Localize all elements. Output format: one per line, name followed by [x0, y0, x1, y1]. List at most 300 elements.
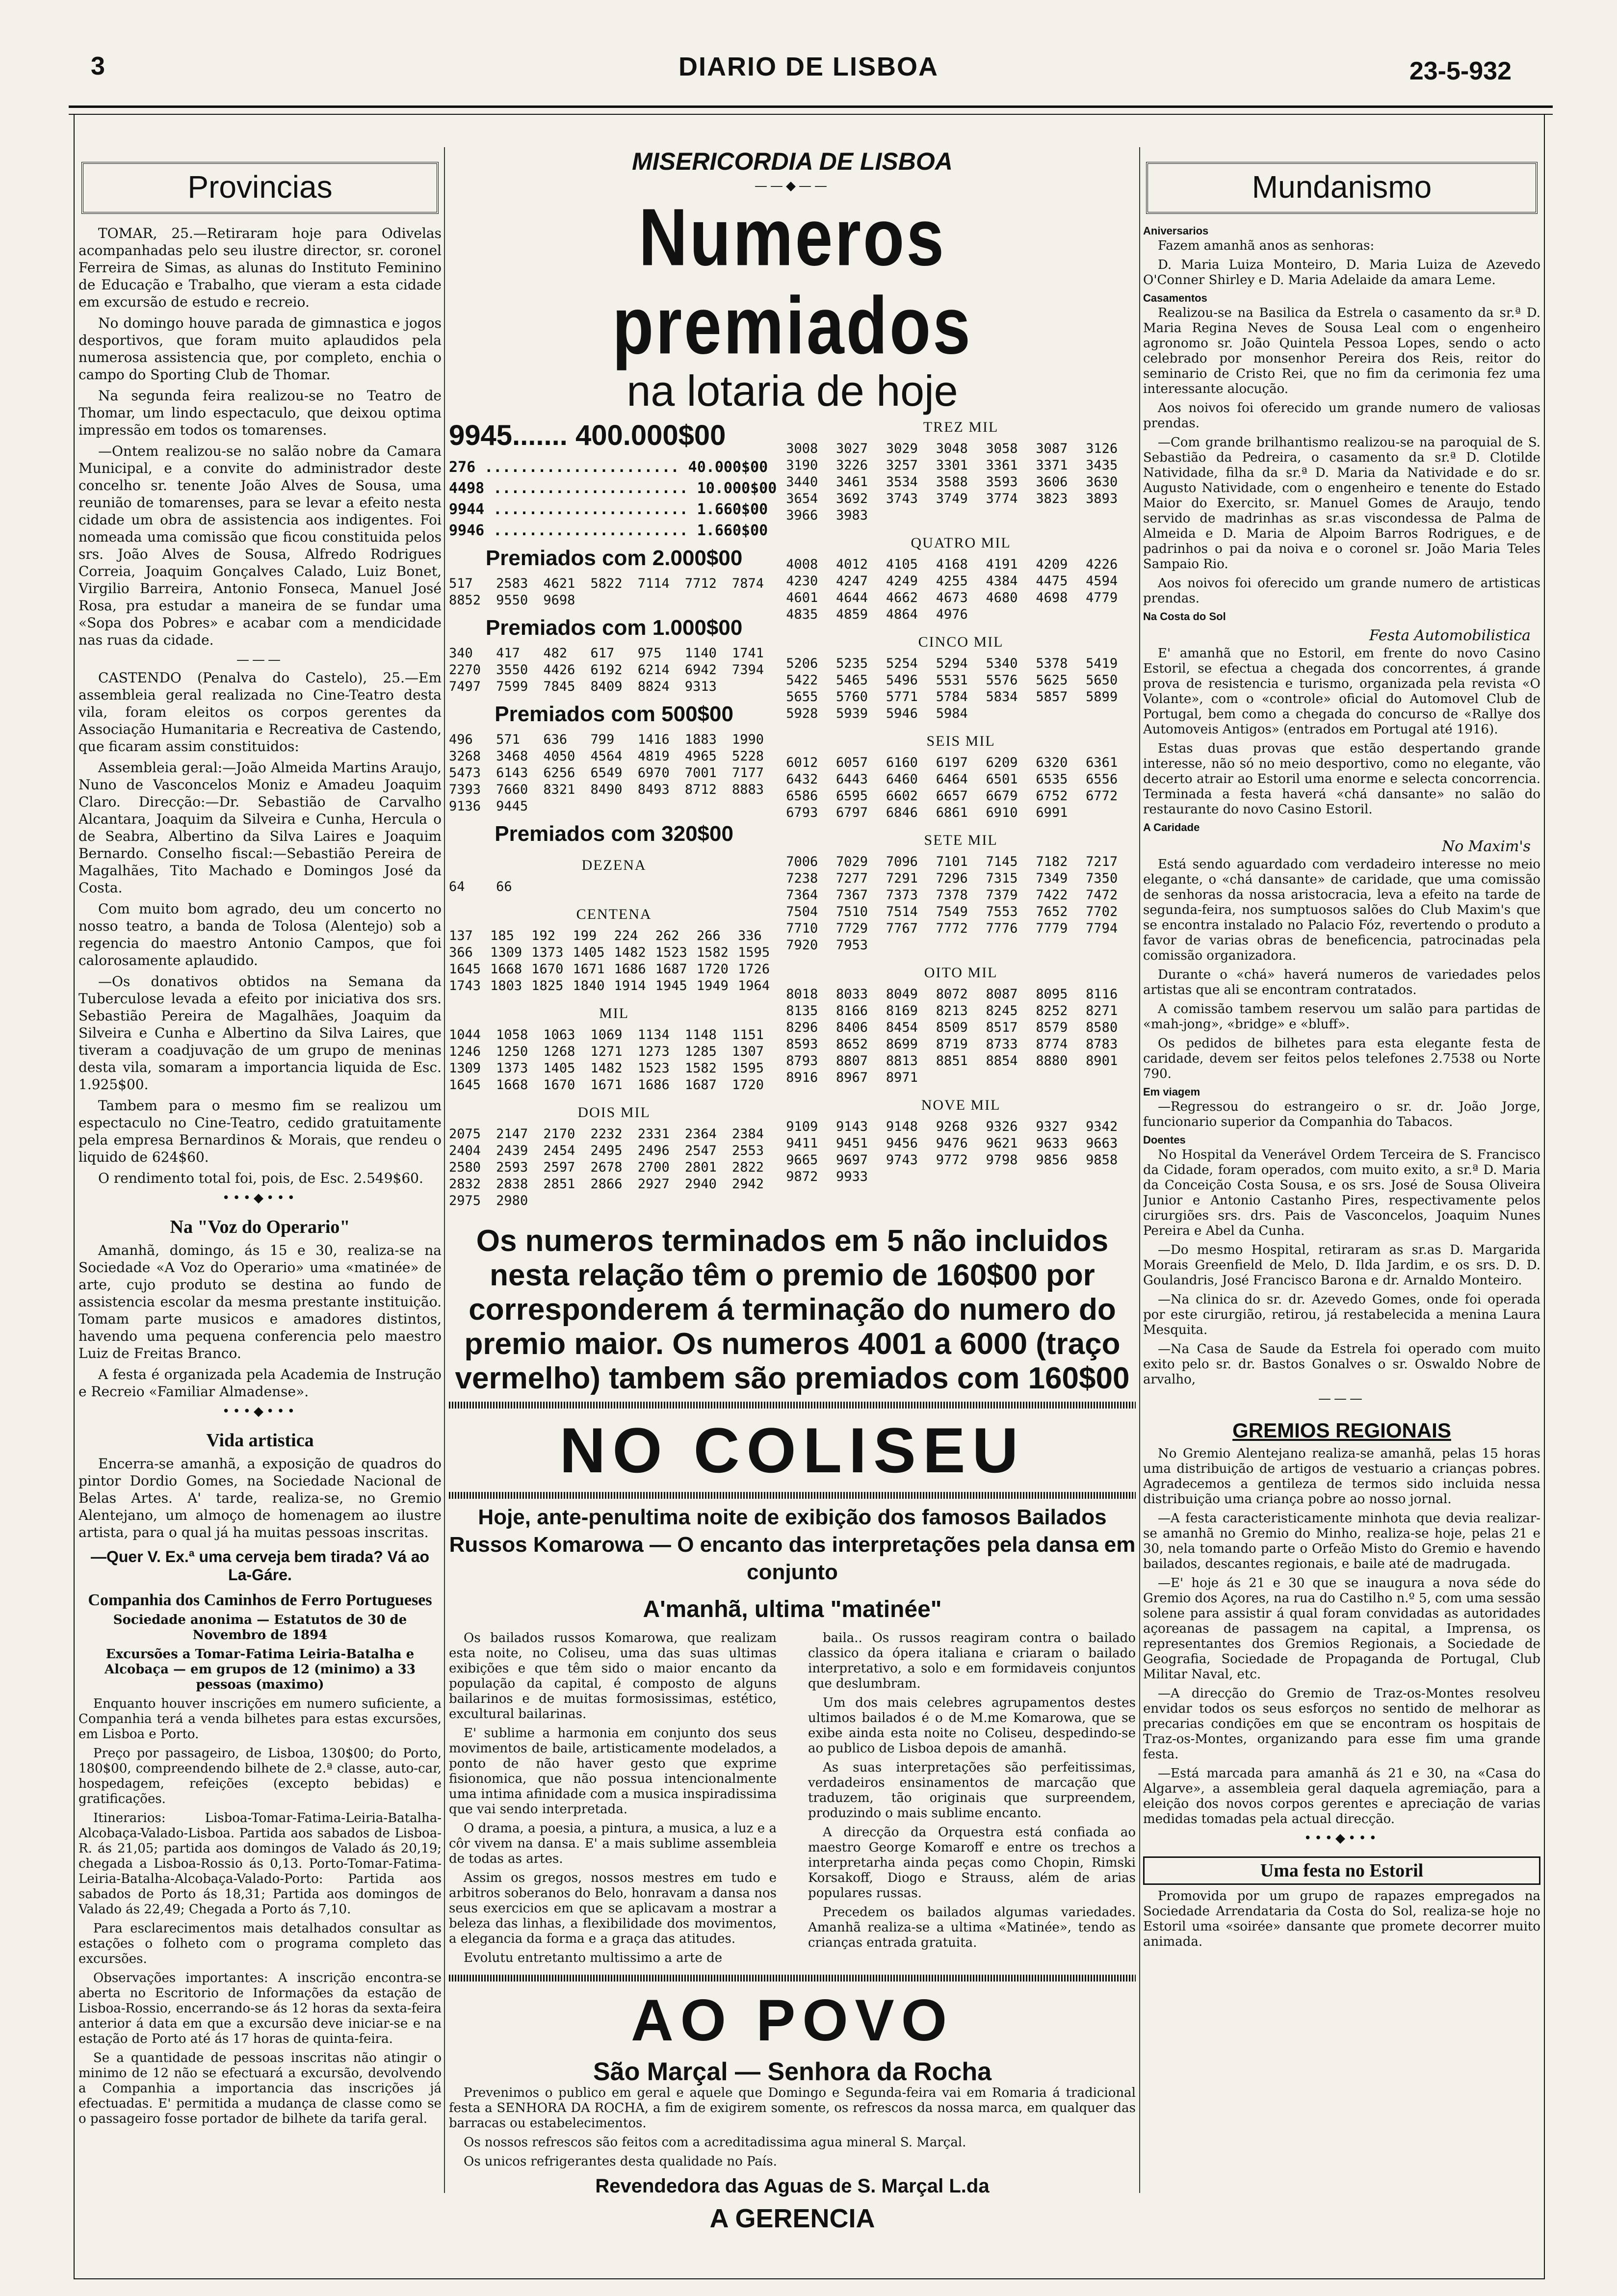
prize-number: 8135: [786, 1003, 818, 1018]
prize-number: 7472: [1086, 887, 1118, 903]
prize-number: 1840: [573, 978, 605, 993]
dois-numbers: [449, 1126, 779, 1209]
viagem-heading: Em viagem: [1143, 1086, 1200, 1098]
prize-number: 2832: [449, 1176, 481, 1192]
prize-number: 4226: [1086, 557, 1118, 572]
prize-number: 8490: [590, 782, 623, 797]
prize-number: 6535: [1036, 772, 1068, 787]
seis-numbers: [786, 755, 1136, 821]
prize-number: 4859: [836, 607, 868, 622]
paragraph: Aos noivos foi oferecido um grande numero de valiosas prendas.: [1143, 401, 1540, 431]
lotaria-right: [779, 419, 1136, 1209]
prize-number: 5340: [986, 656, 1018, 671]
separator: •••◆•••: [222, 1404, 298, 1419]
prize-number: 340: [449, 646, 473, 661]
prize-number: 4779: [1086, 590, 1118, 605]
prize-number: 1246: [449, 1044, 481, 1059]
prize-number: 4168: [936, 557, 968, 572]
prize-number: 1670: [531, 962, 564, 977]
prize-number: 6679: [986, 788, 1018, 804]
prize-number: 6772: [1086, 788, 1118, 804]
prize-number: 3966: [786, 508, 818, 523]
prize-number: 3749: [936, 491, 968, 506]
separator: •••◆•••: [1304, 1831, 1380, 1846]
prize-number: 6143: [496, 765, 528, 781]
paragraph: Aos noivos foi oferecido um grande numero de artisticas prendas.: [1143, 576, 1540, 606]
paragraph: Estas duas provas que estão despertando grande interesse, não só no meio desportivo, como no elegante, vão decerto atrair ao Estoril uma enorme e selecta concorrencia. Terminada a festa haverá «chá dansante» no salão do restaurante do novo Casino Estoril.: [1143, 741, 1540, 817]
lotaria-grid: [449, 419, 1136, 1209]
prize-number: 2927: [637, 1176, 670, 1192]
prize-number: 6991: [1036, 805, 1068, 820]
paragraph: Encerra-se amanhã, a exposição de quadros do pintor Dordio Gomes, na Sociedade Nacional de Belas Artes. A' tarde, realiza-se, no Gremio Alentejano, um almoço de homenagem ao ilustre artista, para o qual já ha muitas pessoas inscritas.: [78, 1456, 442, 1540]
paragraph: Na segunda feira realizou-se no Teatro de Thomar, um lindo espectaculo, que deixou optima impressão em todos os tomarenses.: [78, 388, 442, 438]
paragraph: Evolutu entretanto multissimo a arte de: [464, 1951, 723, 1965]
prize-number: 3361: [986, 458, 1018, 473]
prize-number: 2942: [732, 1176, 764, 1192]
prize-number: 6797: [836, 805, 868, 820]
prize-number: 1285: [684, 1044, 717, 1059]
prize-row: [449, 459, 779, 476]
prize-number: 3440: [786, 474, 818, 490]
top-prize: [449, 419, 779, 452]
paragraph: Observações importantes: A inscrição encontra-se aberta no Escritorio de Informações da estação de Lisboa-Rossio, encerrando-se ás 12 horas da sexta-feira anterior á data em que a excursão deve iniciar-se e na estação de Porto até ás 17 horas de quinta-feira.: [78, 1971, 442, 2046]
paragraph: Assembleia geral:—João Almeida Martins Araujo, Nuno de Vasconcelos Moniz e Amadeu Joaquim Claro. Direcção:—Dr. Sebastião de Carvalho Alcantara, Joaquim da Silveira e Cunha, Hercula o de Seabra, Albertino da Silva Laires e Joaquim Bernardo. Conselho fiscal:—Sebastião Pereira de Magalhães, Tito Machado e Domingos José da Costa.: [78, 759, 442, 896]
column-divider-left: [444, 147, 445, 2193]
caridade-heading: A Caridade: [1143, 821, 1200, 834]
prize-number: 2940: [684, 1176, 717, 1192]
lotaria-headline: Numeros premiados: [612, 192, 972, 371]
prize-number: 6460: [886, 772, 918, 787]
prize-number: 8049: [886, 987, 918, 1002]
paragraph: Precedem os bailados algumas variedades. Amanhã realiza-se a ultima «Matinée», tendo as crianças entrada gratuita.: [808, 1905, 1136, 1950]
prize-row-number: 276: [449, 459, 476, 476]
prize-number: 2439: [496, 1143, 528, 1158]
prize-number: 2454: [543, 1143, 575, 1158]
prize-number: 3371: [1036, 458, 1068, 473]
quatro-heading: QUATRO MIL: [911, 535, 1011, 551]
prize-number: 8854: [986, 1053, 1018, 1069]
prize-number: 6501: [986, 772, 1018, 787]
prize-number: 9143: [836, 1119, 868, 1134]
prize-number: 8116: [1086, 987, 1118, 1002]
paragraph: Assim os gregos, nossos mestres em tudo e arbitros soberanos do Belo, honravam a dansa nos seus exercicios em que se aplicavam a mostrar a beleza das linhas, a flexibilidade dos movimentos, a elegancia da forma e a graça das atitudes.: [449, 1871, 777, 1946]
paragraph: Enquanto houver inscrições em numero suficiente, a Companhia terá a venda bilhetes para estas excursões, em Lisboa e Porto.: [78, 1696, 442, 1742]
prize-number: 7315: [986, 871, 1018, 886]
prize-number: 3534: [886, 474, 918, 490]
prize-number: 5419: [1086, 656, 1118, 671]
prize-number: 2495: [590, 1143, 623, 1158]
prize-number: 9772: [936, 1152, 968, 1168]
prize-number: 4209: [1036, 557, 1068, 572]
prize-number: 1416: [637, 732, 670, 747]
prize-number: 5422: [786, 673, 818, 688]
prize-number: 5899: [1086, 689, 1118, 704]
p2000-numbers: [449, 575, 779, 609]
prize-number: 5857: [1036, 689, 1068, 704]
prize-number: 8213: [936, 1003, 968, 1018]
prize-number: 1743: [449, 978, 481, 993]
prize-number: 8095: [1036, 987, 1068, 1002]
prize-number: 1523: [655, 945, 687, 960]
prize-number: 3257: [886, 458, 918, 473]
prize-number: 4050: [543, 749, 575, 764]
masthead: [0, 0, 1617, 103]
prize-number: 9663: [1086, 1136, 1118, 1151]
prize-number: 2678: [590, 1160, 623, 1175]
paragraph: —A festa caracteristicamente minhota que devia realizar-se amanhã no Gremio do Minho, realiza-se hoje, pelas 21 e 30, nela tomando parte o Orfeão Misto do Gremio e havendo bailados, descantes regionais, e baile até de madrugada.: [1143, 1511, 1540, 1571]
prize-number: 6256: [543, 765, 575, 781]
cerveja-ad: —Quer V. Ex.ª uma cerveja bem tirada? Vá ao La-Gáre.: [90, 1548, 430, 1584]
lotaria-subhead: na lotaria de hoje: [626, 366, 958, 415]
prize-number: 9743: [886, 1152, 918, 1168]
prize-number: 1645: [449, 962, 481, 977]
paragraph: Os pedidos de bilhetes para esta elegante festa de caridade, devem ser feitos pelos telefones 2.7538 ou Norte 790.: [1143, 1036, 1540, 1081]
prize-number: 8072: [936, 987, 968, 1002]
prize-row-value: 1.660$00: [697, 522, 768, 539]
prize-number: 7296: [936, 871, 968, 886]
doentes-heading: Doentes: [1143, 1134, 1186, 1146]
coliseu-right: [808, 1631, 1136, 1970]
prize-number: 1687: [684, 1077, 717, 1093]
prize-row-leader: ......................: [484, 522, 697, 539]
gremios-heading: GREMIOS REGIONAIS: [1232, 1419, 1451, 1442]
prize-number: 8321: [543, 782, 575, 797]
prize-number: 1726: [738, 962, 770, 977]
prize-number: 5378: [1036, 656, 1068, 671]
prize-number: 1945: [655, 978, 687, 993]
prize-number: 5235: [836, 656, 868, 671]
prize-number: 7373: [886, 887, 918, 903]
prize-number: 5650: [1086, 673, 1118, 688]
prize-number: 7772: [936, 921, 968, 936]
prize-number: 8901: [1086, 1053, 1118, 1069]
prize-row-leader: ......................: [484, 480, 697, 497]
paragraph: D. Maria Luiza Monteiro, D. Maria Luiza de Azevedo O'Conner Shirley e D. Maria Adelaide da amara Leme.: [1143, 258, 1540, 287]
coliseu-left: [449, 1631, 777, 1970]
prize-number: 1044: [449, 1027, 481, 1043]
prize-number: 1151: [732, 1027, 764, 1043]
prize-number: 7006: [786, 854, 818, 869]
provincias-heading: Provincias: [81, 162, 439, 214]
prize-number: 8509: [936, 1020, 968, 1035]
newspaper-title: DIARIO DE LISBOA: [678, 52, 939, 81]
aniversarios-article: [1143, 238, 1540, 288]
prize-number: 5834: [986, 689, 1018, 704]
prize-number: 1990: [732, 732, 764, 747]
prize-number: 4594: [1086, 574, 1118, 589]
prize-number: 7712: [684, 576, 717, 591]
prize-number: 6197: [936, 755, 968, 770]
column-mundanismo: [1143, 162, 1540, 2267]
prize-number: 1069: [590, 1027, 623, 1043]
vida-heading: Vida artistica: [206, 1430, 314, 1451]
prize-number: 3774: [986, 491, 1018, 506]
prize-number: 3226: [836, 458, 868, 473]
prize-number: 185: [490, 928, 514, 943]
prize-number: 5822: [590, 576, 623, 591]
prize-number: 6910: [986, 805, 1018, 820]
estoril-heading: Uma festa no Estoril: [1143, 1856, 1540, 1885]
prize-number: 2496: [637, 1143, 670, 1158]
prize-number: 7145: [986, 854, 1018, 869]
prize-number: 8652: [836, 1037, 868, 1052]
prize-number: 6214: [637, 662, 670, 678]
prize-number: 8493: [637, 782, 670, 797]
prize-number: 5655: [786, 689, 818, 704]
prize-number: 7599: [496, 679, 528, 694]
separator: ———: [236, 652, 284, 667]
prize-number: 9411: [786, 1136, 818, 1151]
prize-number: 3606: [1036, 474, 1068, 490]
p500-numbers: [449, 731, 779, 815]
mundanismo-heading: Mundanismo: [1146, 162, 1538, 214]
prize-number: 6320: [1036, 755, 1068, 770]
paragraph: O rendimento total foi, pois, de Esc. 2.549$60.: [98, 1170, 423, 1186]
prize-row-number: 9944: [449, 501, 485, 518]
paragraph: Para esclarecimentos mais detalhados consultar as estações o folheto com o programa completo das excursões.: [78, 1921, 442, 1966]
paragraph: Está sendo aguardado com verdadeiro interesse no meio elegante, o «chá dansante» de caridade, que uma comissão de senhoras da nossa aristocracia, leva a efeito na tarde de segunda-feira, nos sumptuosos salões do Club Maxim's que se encontra instalado no Palacio Fóz, revertendo o produto a favor de varias obras de beneficencia, patrocinadas pela comissão organizadora.: [1143, 857, 1540, 963]
paragraph: Amanhã, domingo, ás 15 e 30, realiza-se na Sociedade «A Voz do Operario» uma «matinée» de arte, cujo produto se destina ao fundo de assistencia escolar da mesma prestante instituição. Tomam parte musicos e amadores distintos, havendo uma pequena conferencia pelo maestro Luiz de Freitas Branco.: [78, 1242, 442, 1361]
prize-number: 3468: [496, 749, 528, 764]
stripe-rule: [449, 1492, 1136, 1499]
comboios-sub: Sociedade anonima — Estatutos de 30 de Novembro de 1894: [113, 1613, 407, 1643]
prize-number: 4191: [986, 557, 1018, 572]
festa-heading: Festa Automobilistica: [1369, 627, 1531, 644]
coliseu-title: NO COLISEU: [559, 1414, 1025, 1486]
voz-heading: Na "Voz do Operario": [170, 1217, 350, 1237]
prize-number: 64: [449, 879, 465, 894]
prize-number: 1482: [614, 945, 646, 960]
prize-number: 7364: [786, 887, 818, 903]
coliseu-body: [449, 1631, 1136, 1970]
prize-number: 4835: [786, 607, 818, 622]
prize-number: 6160: [886, 755, 918, 770]
prize-number: 3692: [836, 491, 868, 506]
prize-number: 1309: [490, 945, 522, 960]
prize-number: 1582: [696, 945, 729, 960]
paragraph: —Do mesmo Hospital, retiraram as sr.as D. Margarida Morais Greenfield de Melo, D. Ilda Jardim, e os srs. D. D. Goulandris, José Francisco Barona e dr. Arnaldo Monteiro.: [1143, 1243, 1540, 1288]
prize-number: 7514: [886, 904, 918, 919]
prize-number: 9451: [836, 1136, 868, 1151]
paragraph: baila.. Os russos reagiram contra o bailado classico da ópera italiana e criaram o bailado interpretativo, a solo e em formidaveis conjuntos que deslumbram.: [808, 1631, 1136, 1691]
prize-number: 2583: [496, 576, 528, 591]
top-prize-value: 400.000$00: [575, 419, 726, 451]
prize-number: 3461: [836, 474, 868, 490]
paragraph: E' sublime a harmonia em conjunto dos seus movimentos de baile, artisticamente modelados, a ponto de não haver gesto que exprime fisionomica, que não possua intencionalmente uma intima afinidade com a musica inspiradissima que vai sendo interpretada.: [449, 1726, 777, 1817]
prize-number: 1134: [637, 1027, 670, 1043]
prize-number: 4621: [543, 576, 575, 591]
coliseu-matinee: A'manhã, ultima "matinée": [643, 1596, 942, 1622]
prize-number: 7779: [1036, 921, 1068, 936]
prize-number: 1405: [543, 1061, 575, 1076]
prize-number: 1307: [732, 1044, 764, 1059]
prize-number: 3027: [836, 441, 868, 456]
prize-number: 336: [738, 928, 762, 943]
prize-number: 8971: [886, 1070, 918, 1085]
p2000-heading: Premiados com 2.000$00: [485, 546, 743, 570]
prize-number: 4965: [684, 749, 717, 764]
paragraph: Os bailados russos Komarowa, que realizam esta noite, no Coliseu, uma das suas ultimas exibições e que têm sido o maior encanto da população da capital, é composto de alguns bailarinos e de muitas formosissimas, estético, excultural bailarinas.: [449, 1631, 777, 1722]
prize-number: 7510: [836, 904, 868, 919]
prize-number: 4008: [786, 557, 818, 572]
prize-number: 3190: [786, 458, 818, 473]
prize-number: 1670: [543, 1077, 575, 1093]
prize-number: 3823: [1036, 491, 1068, 506]
prize-number: 3029: [886, 441, 918, 456]
paragraph: No domingo houve parada de gimnastica e jogos desportivos, que foram muito aplaudidos pela numerosa assistencia que, por completo, enchia o campo do Sporting Club de Thomar.: [78, 315, 442, 383]
prize-number: 8166: [836, 1003, 868, 1018]
costa-heading: Na Costa do Sol: [1143, 610, 1226, 623]
paragraph: No Gremio Alentejano realiza-se amanhã, pelas 15 horas uma distribuição de artigos de vestuario a crianças pobres. Agradecemos a gentileza de termos sido incluida nessa distribuição uma criança pobre ao nosso jornal.: [1143, 1446, 1540, 1507]
prize-number: 4230: [786, 574, 818, 589]
prize-number: 3893: [1086, 491, 1118, 506]
prize-number: 6443: [836, 772, 868, 787]
prize-number: 7378: [936, 887, 968, 903]
prize-number: 1964: [738, 978, 770, 993]
casamentos-article: [1143, 306, 1540, 606]
prize-number: 7101: [936, 854, 968, 869]
prize-list: [449, 459, 779, 539]
paragraph: Fazem amanhã anos as senhoras:: [1158, 238, 1375, 253]
prize-number: 7553: [986, 904, 1018, 919]
column-lotaria: [449, 147, 1136, 2267]
prize-number: 7029: [836, 854, 868, 869]
paragraph: Preço por passageiro, de Lisboa, 130$00; do Porto, 180$00, compreendendo bilhete de 2.ª classe, auto-car, hospedagem, refeições (excepto bebidas) e gratificações.: [78, 1746, 442, 1806]
prize-number: 7845: [543, 679, 575, 694]
prize-number: 9109: [786, 1119, 818, 1134]
sete-heading: SETE MIL: [924, 832, 998, 848]
prize-number: 8593: [786, 1037, 818, 1052]
prize-number: 6586: [786, 788, 818, 804]
prize-number: 4864: [886, 607, 918, 622]
prize-row-leader: ......................: [484, 501, 697, 518]
cinco-numbers: [786, 655, 1136, 722]
prize-number: 4255: [936, 574, 968, 589]
prize-number: 7874: [732, 576, 764, 591]
prize-number: 5465: [836, 673, 868, 688]
paragraph: —Na Casa de Saude da Estrela foi operado com muito exito pelo sr. dr. Bastos Gonalves o sr. Oswaldo Nobre de arvalho,: [1143, 1342, 1540, 1387]
paragraph: CASTENDO (Penalva do Castelo), 25.—Em assembleia geral realizada no Cine-Teatro desta vila, foram eleitos os corpos gerentes da Associação Humanitaria e Recreativa de Castendo, que ficaram assim constituidos:: [78, 670, 442, 755]
prize-number: 1058: [496, 1027, 528, 1043]
prize-number: 2580: [449, 1160, 481, 1175]
prize-number: 6549: [590, 765, 623, 781]
paragraph: —Está marcada para amanhã ás 21 e 30, na «Casa do Algarve», a assembleia geral daquela agremiação, para a eleição dos novos corpos gerentes e apreciação de varias medidas tomadas pela actual direcção.: [1143, 1766, 1540, 1826]
prize-number: 8699: [886, 1037, 918, 1052]
prize-number: 7379: [986, 887, 1018, 903]
prize-number: 3630: [1086, 474, 1118, 490]
comboios-excursao: Excursões a Tomar-Fatima Leiria-Batalha e Alcobaça — em grupos de 12 (minimo) a 33 pessoas (maximo): [104, 1647, 416, 1692]
prize-number: 2170: [543, 1126, 575, 1142]
prize-number: 7767: [886, 921, 918, 936]
dezena-numbers: [449, 879, 779, 895]
prize-number: 4105: [886, 557, 918, 572]
povo-sub: São Marçal — Senhora da Rocha: [593, 2058, 992, 2086]
prize-number: 262: [655, 928, 679, 943]
sete-numbers: [786, 854, 1136, 954]
prize-number: 2980: [496, 1193, 528, 1208]
prize-number: 7549: [936, 904, 968, 919]
paragraph: —A direcção do Gremio de Traz-os-Montes resolveu envidar todos os seus esforços no sentido de melhorar as precarias condições em que se encontram os hospitais de Traz-os-Montes, organizando para esse fim uma grande festa.: [1143, 1686, 1540, 1762]
dezena-heading: DEZENA: [581, 857, 647, 873]
coliseu-sub: Hoje, ante-penultima noite de exibição dos famosos Bailados Russos Komarowa — O encanto das interpretações pela dansa em conjunto: [449, 1505, 1136, 1584]
prize-number: 2838: [496, 1176, 528, 1192]
prize-number: 571: [496, 732, 520, 747]
prize-number: 1309: [449, 1061, 481, 1076]
prize-number: 224: [614, 928, 638, 943]
prize-number: 9327: [1036, 1119, 1068, 1134]
paragraph: Um dos mais celebres agrupamentos destes ultimos bailados é o de M.me Komarowa, que se exibe ainda esta noite no Coliseu, despedindo-se ao publico de Lisboa depois de amanhã.: [808, 1696, 1136, 1756]
prize-number: 2270: [449, 662, 481, 678]
prize-number: 6752: [1036, 788, 1068, 804]
prize-number: 6602: [886, 788, 918, 804]
oito-numbers: [786, 986, 1136, 1086]
prize-number: 8852: [449, 593, 481, 608]
prize-number: 7394: [732, 662, 764, 678]
prize-number: 4662: [886, 590, 918, 605]
prize-number: 7660: [496, 782, 528, 797]
prize-number: 4976: [936, 607, 968, 622]
prize-number: 1686: [637, 1077, 670, 1093]
prize-number: 7504: [786, 904, 818, 919]
prize-number: 8916: [786, 1070, 818, 1085]
prize-number: 1720: [732, 1077, 764, 1093]
paragraph: TOMAR, 25.—Retiraram hoje para Odivelas acompanhadas pelo seu ilustre director, sr. coronel Ferreira de Simas, as alunas do Instituto Feminino de Educação e Trabalho, que vieram a esta cidade em excursão de estudo e recreio.: [78, 225, 442, 310]
prize-number: 1373: [496, 1061, 528, 1076]
prize-number: 6846: [886, 805, 918, 820]
prize-number: 1668: [490, 962, 522, 977]
prize-number: 3593: [986, 474, 1018, 490]
castendo-article: [78, 669, 442, 1187]
prize-number: 482: [543, 646, 568, 661]
prize-number: 4247: [836, 574, 868, 589]
prize-number: 1883: [684, 732, 717, 747]
prize-number: 1271: [590, 1044, 623, 1059]
prize-number: 1373: [531, 945, 564, 960]
prize-number: 4698: [1036, 590, 1068, 605]
prize-number: 8252: [1036, 1003, 1068, 1018]
prize-number: 6556: [1086, 772, 1118, 787]
prize-number: 1671: [573, 962, 605, 977]
prize-row-number: 9946: [449, 522, 485, 539]
prize-number: 3588: [936, 474, 968, 490]
prize-number: 1268: [543, 1044, 575, 1059]
prize-number: 4384: [986, 574, 1018, 589]
column-divider-right: [1139, 147, 1140, 2193]
mil-heading: MIL: [599, 1005, 629, 1021]
prize-number: 7177: [732, 765, 764, 781]
prize-number: 8087: [986, 987, 1018, 1002]
dois-heading: DOIS MIL: [577, 1104, 651, 1121]
prize-number: 8880: [1036, 1053, 1068, 1069]
p320-heading: Premiados com 320$00: [495, 822, 733, 846]
prize-number: 8712: [684, 782, 717, 797]
prize-number: 5946: [886, 706, 918, 721]
vida-article: [78, 1455, 442, 1541]
comboios-article: [78, 1696, 442, 2127]
prize-number: 8169: [886, 1003, 918, 1018]
prize-number: 6361: [1086, 755, 1118, 770]
prize-number: 4249: [886, 574, 918, 589]
p1000-numbers: [449, 645, 779, 695]
prize-number: 4680: [986, 590, 1018, 605]
prize-number: 3743: [886, 491, 918, 506]
cinco-heading: CINCO MIL: [918, 634, 1004, 650]
prize-row-value: 10.000$00: [697, 480, 777, 497]
comboios-heading: Companhia dos Caminhos de Ferro Portugueses: [88, 1591, 432, 1609]
prize-number: 9665: [786, 1152, 818, 1168]
estoril-article: [1143, 1889, 1540, 1950]
prize-number: 8296: [786, 1020, 818, 1035]
